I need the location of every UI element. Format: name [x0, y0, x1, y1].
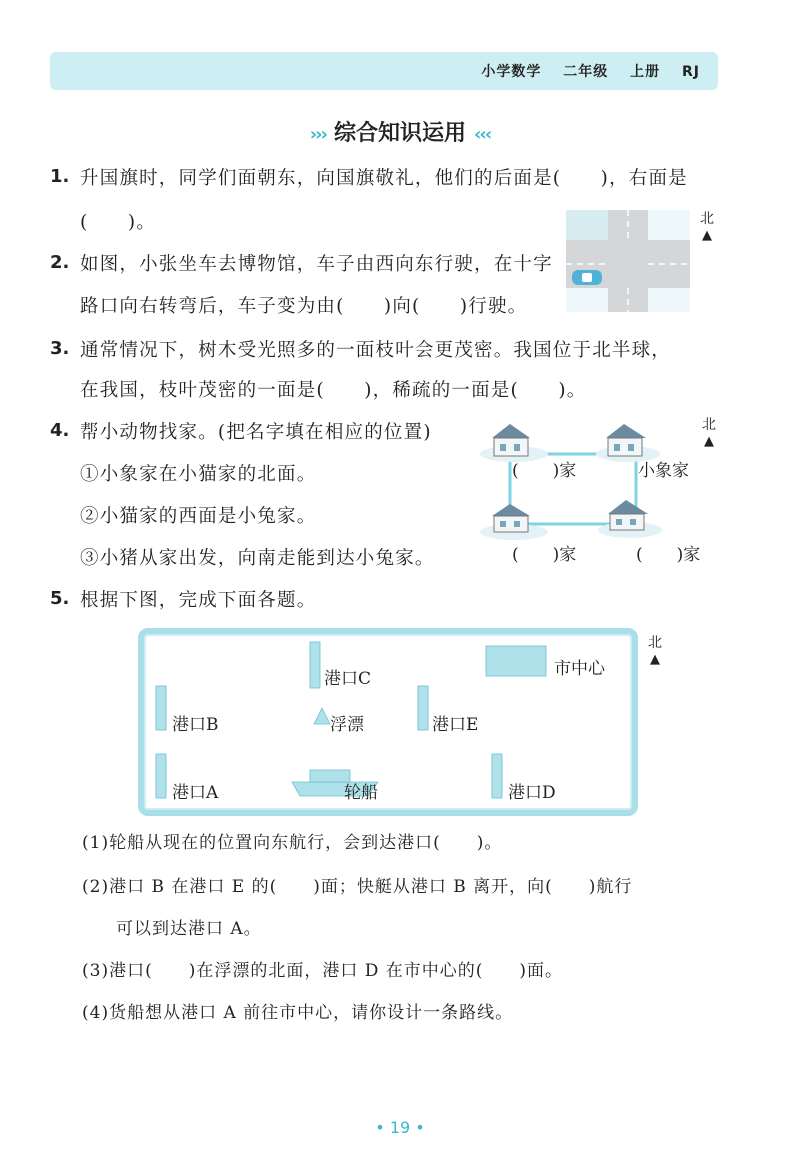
q1-line1: 升国旗时，同学们面朝东，向国旗敬礼，他们的后面是( )，右面是 — [80, 168, 688, 189]
north-indicator-q5 — [648, 632, 662, 667]
q5-number: 5. — [50, 588, 70, 609]
q4-number: 4. — [50, 420, 70, 441]
north-arrow-icon: ▲ — [650, 652, 660, 667]
header-subject: 小学数学 — [481, 64, 542, 80]
house-icon — [480, 504, 548, 540]
page-number: • 19 • — [375, 1118, 425, 1137]
q4-item2: ②小猫家的西面是小兔家。 — [80, 506, 317, 527]
q2-line2: 路口向右转弯后，车子变为由( )向( )行驶。 — [80, 296, 528, 317]
map-label-port-b: 港口B — [172, 715, 219, 735]
left-chevrons-icon: ››› — [309, 124, 326, 145]
house-bottom-left-label: ( )家 — [512, 545, 577, 565]
q1-line2: ( )。 — [80, 212, 156, 233]
sub-question-1: (1)轮船从现在的位置向东航行，会到达港口( )。 — [82, 833, 503, 853]
map-label-port-e: 港口E — [432, 715, 479, 735]
header-text — [465, 61, 700, 81]
q2-line1: 如图，小张坐车去博物馆，车子由西向东行驶，在十字 — [80, 254, 553, 275]
q1-number: 1. — [50, 166, 70, 187]
q5-line1: 根据下图，完成下面各题。 — [80, 590, 317, 611]
crossroad-figure — [566, 210, 690, 312]
header-edition: RJ — [682, 64, 700, 80]
north-label: 北 — [700, 211, 714, 227]
section-title-row — [0, 116, 800, 147]
lighthouse-icon-c — [310, 642, 320, 688]
map-label-ship: 轮船 — [344, 783, 378, 803]
q2-number: 2. — [50, 252, 70, 273]
header-volume: 上册 — [630, 64, 661, 80]
lighthouse-icon-b — [156, 686, 166, 730]
q3-number: 3. — [50, 338, 70, 359]
north-indicator-q2 — [700, 208, 714, 243]
map-label-port-d: 港口D — [508, 783, 556, 803]
sub-question-2-cont: 可以到达港口 A。 — [116, 919, 262, 939]
north-arrow-icon: ▲ — [702, 228, 712, 243]
house-top-right-label: 小象家 — [638, 461, 689, 481]
city-skyline-icon — [486, 646, 546, 676]
sub-question-3: (3)港口( )在浮漂的北面，港口 D 在市中心的( )面。 — [82, 961, 564, 981]
q4-line1: 帮小动物找家。(把名字填在相应的位置) — [80, 422, 432, 443]
lighthouse-icon-e — [418, 686, 428, 730]
sub-question-2: (2)港口 B 在港口 E 的( )面；快艇从港口 B 离开，向( )航行 — [82, 877, 633, 897]
q3-line1: 通常情况下，树木受光照多的一面枝叶会更茂密。我国位于北半球， — [80, 340, 672, 361]
north-arrow-icon: ▲ — [704, 434, 714, 449]
section-title: 综合知识运用 — [333, 121, 466, 146]
buoy-icon — [314, 708, 330, 724]
sub-question-4: (4)货船想从港口 A 前往市中心，请你设计一条路线。 — [82, 1003, 514, 1023]
right-chevrons-icon: ‹‹‹ — [474, 124, 491, 145]
q3-line2: 在我国，枝叶茂密的一面是( )，稀疏的一面是( )。 — [80, 380, 587, 401]
map-label-port-c: 港口C — [324, 669, 372, 689]
map-label-city-center: 市中心 — [554, 659, 605, 679]
lighthouse-icon-d — [492, 754, 502, 798]
map-label-buoy: 浮漂 — [330, 715, 364, 735]
house-icon — [598, 500, 662, 538]
q4-item3: ③小猪从家出发，向南走能到达小兔家。 — [80, 548, 435, 569]
house-top-left-label: ( )家 — [512, 461, 577, 481]
north-label: 北 — [702, 417, 716, 433]
header-bar — [50, 52, 718, 90]
map-label-port-a: 港口A — [172, 783, 219, 803]
header-grade: 二年级 — [563, 64, 609, 80]
north-indicator-q4 — [702, 414, 716, 449]
lighthouse-icon-a — [156, 754, 166, 798]
north-label: 北 — [648, 635, 662, 651]
q4-item1: ①小象家在小猫家的北面。 — [80, 464, 317, 485]
house-bottom-right-label: ( )家 — [636, 545, 701, 565]
